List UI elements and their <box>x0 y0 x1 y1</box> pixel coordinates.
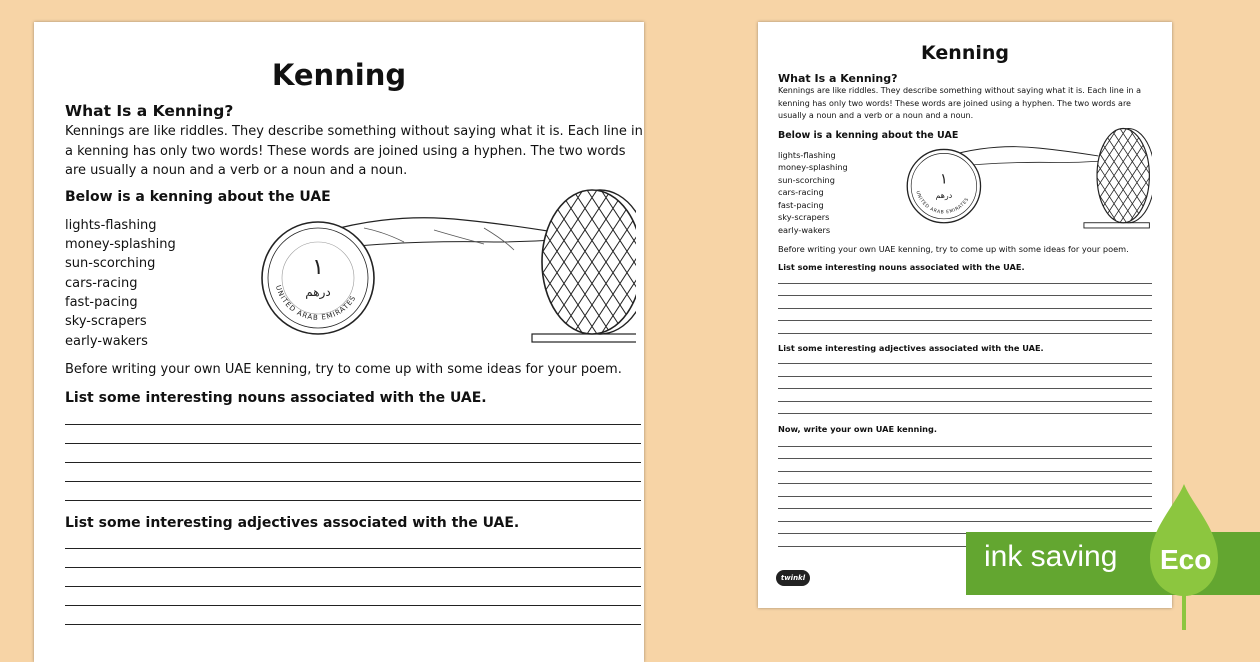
eco-label: Eco <box>1160 544 1212 575</box>
coin-word: درهم <box>935 190 953 200</box>
nouns-prompt: List some interesting nouns associated with the UAE. <box>65 390 487 406</box>
kenning-line: early-wakers <box>778 225 831 235</box>
writing-line[interactable] <box>65 567 641 568</box>
lattice-line <box>1011 115 1090 232</box>
uae-illustration <box>902 114 1152 232</box>
writing-line[interactable] <box>778 295 1152 296</box>
writing-line[interactable] <box>778 376 1152 377</box>
adjectives-prompt: List some interesting adjectives associated with the UAE. <box>65 515 520 531</box>
lattice-line <box>1020 115 1099 232</box>
writing-line[interactable] <box>778 388 1152 389</box>
lattice-line <box>1029 115 1108 232</box>
writing-line[interactable] <box>778 521 1152 522</box>
lattice-line <box>420 170 540 346</box>
lattice-line <box>1011 115 1090 232</box>
coin-word: درهم <box>305 285 331 299</box>
worksheet-page-large <box>34 22 644 662</box>
coin-text: UNITED ARAB EMIRATES <box>914 190 971 216</box>
writing-line[interactable] <box>65 481 641 482</box>
page-title: Kenning <box>921 42 1009 64</box>
before-writing-text: Before writing your own UAE kenning, try to come up with some ideas for your poem. <box>65 362 622 377</box>
kenning-line: cars-racing <box>65 276 138 291</box>
writing-line[interactable] <box>65 605 641 606</box>
page-title: Kenning <box>271 58 407 92</box>
writing-line[interactable] <box>65 424 641 425</box>
kenning-line: lights-flashing <box>65 218 157 233</box>
intro-paragraph: Kennings are like riddles. They describe something without saying what it is. Each line in a kenning has only two words! These words are joined using a hyphen. The two words are usually a noun and a verb or a noun and a noun. <box>778 86 1142 120</box>
lattice-line <box>434 170 554 346</box>
writing-line[interactable] <box>778 413 1152 414</box>
kenning-line: cars-racing <box>778 187 824 197</box>
writing-line[interactable] <box>778 508 1152 509</box>
before-writing-text: Before writing your own UAE kenning, try to come up with some ideas for your poem. <box>778 244 1129 254</box>
kenning-line: fast-pacing <box>65 295 138 310</box>
writing-line[interactable] <box>65 548 641 549</box>
kenning-line: sun-scorching <box>65 256 156 271</box>
writing-line[interactable] <box>778 458 1152 459</box>
writing-line[interactable] <box>65 462 641 463</box>
kenning-line: money-splashing <box>65 237 176 252</box>
writing-line[interactable] <box>65 443 641 444</box>
lattice-line <box>1020 115 1099 232</box>
kenning-line: lights-flashing <box>778 150 836 160</box>
kenning-line: fast-pacing <box>778 200 824 210</box>
writing-line[interactable] <box>778 283 1152 284</box>
what-is-heading: What Is a Kenning? <box>65 102 234 120</box>
lattice-line <box>434 170 554 346</box>
writing-line[interactable] <box>778 446 1152 447</box>
write-prompt: Now, write your own UAE kenning. <box>778 424 937 434</box>
writing-line[interactable] <box>778 471 1152 472</box>
coin-text: UNITED ARAB EMIRATES <box>273 284 358 322</box>
writing-line[interactable] <box>778 333 1152 334</box>
writing-line[interactable] <box>778 483 1152 484</box>
ink-saving-label: ink saving <box>984 540 1118 573</box>
kenning-line: early-wakers <box>65 334 148 349</box>
worksheet-page-small <box>758 22 1172 608</box>
writing-line[interactable] <box>778 308 1152 309</box>
lattice-line <box>420 170 540 346</box>
intro-paragraph: Kennings are like riddles. They describe something without saying what it is. Each line in a kenning has only two words! These words are joined using a hyphen. The two words are usually a noun and a verb or a noun and a noun. <box>65 124 643 178</box>
coin-numeral: ١ <box>940 171 948 188</box>
kenning-line: sky-scrapers <box>778 212 830 222</box>
lattice-line <box>1029 115 1108 232</box>
example-heading: Below is a kenning about the UAE <box>778 130 959 141</box>
kenning-line: sky-scrapers <box>65 314 147 329</box>
uae-illustration <box>254 170 636 346</box>
what-is-heading: What Is a Kenning? <box>778 72 898 85</box>
nouns-prompt: List some interesting nouns associated with the UAE. <box>778 262 1025 272</box>
writing-line[interactable] <box>778 401 1152 402</box>
writing-line[interactable] <box>778 363 1152 364</box>
writing-line[interactable] <box>65 586 641 587</box>
writing-line[interactable] <box>65 500 641 501</box>
adjectives-prompt: List some interesting adjectives associated with the UAE. <box>778 343 1044 353</box>
kenning-line: sun-scorching <box>778 175 835 185</box>
kenning-line: money-splashing <box>778 162 848 172</box>
writing-line[interactable] <box>778 496 1152 497</box>
example-heading: Below is a kenning about the UAE <box>65 189 331 205</box>
coin-numeral: ١ <box>312 255 324 280</box>
twinkl-logo: twinkl <box>776 570 810 586</box>
writing-line[interactable] <box>65 624 641 625</box>
writing-line[interactable] <box>778 320 1152 321</box>
